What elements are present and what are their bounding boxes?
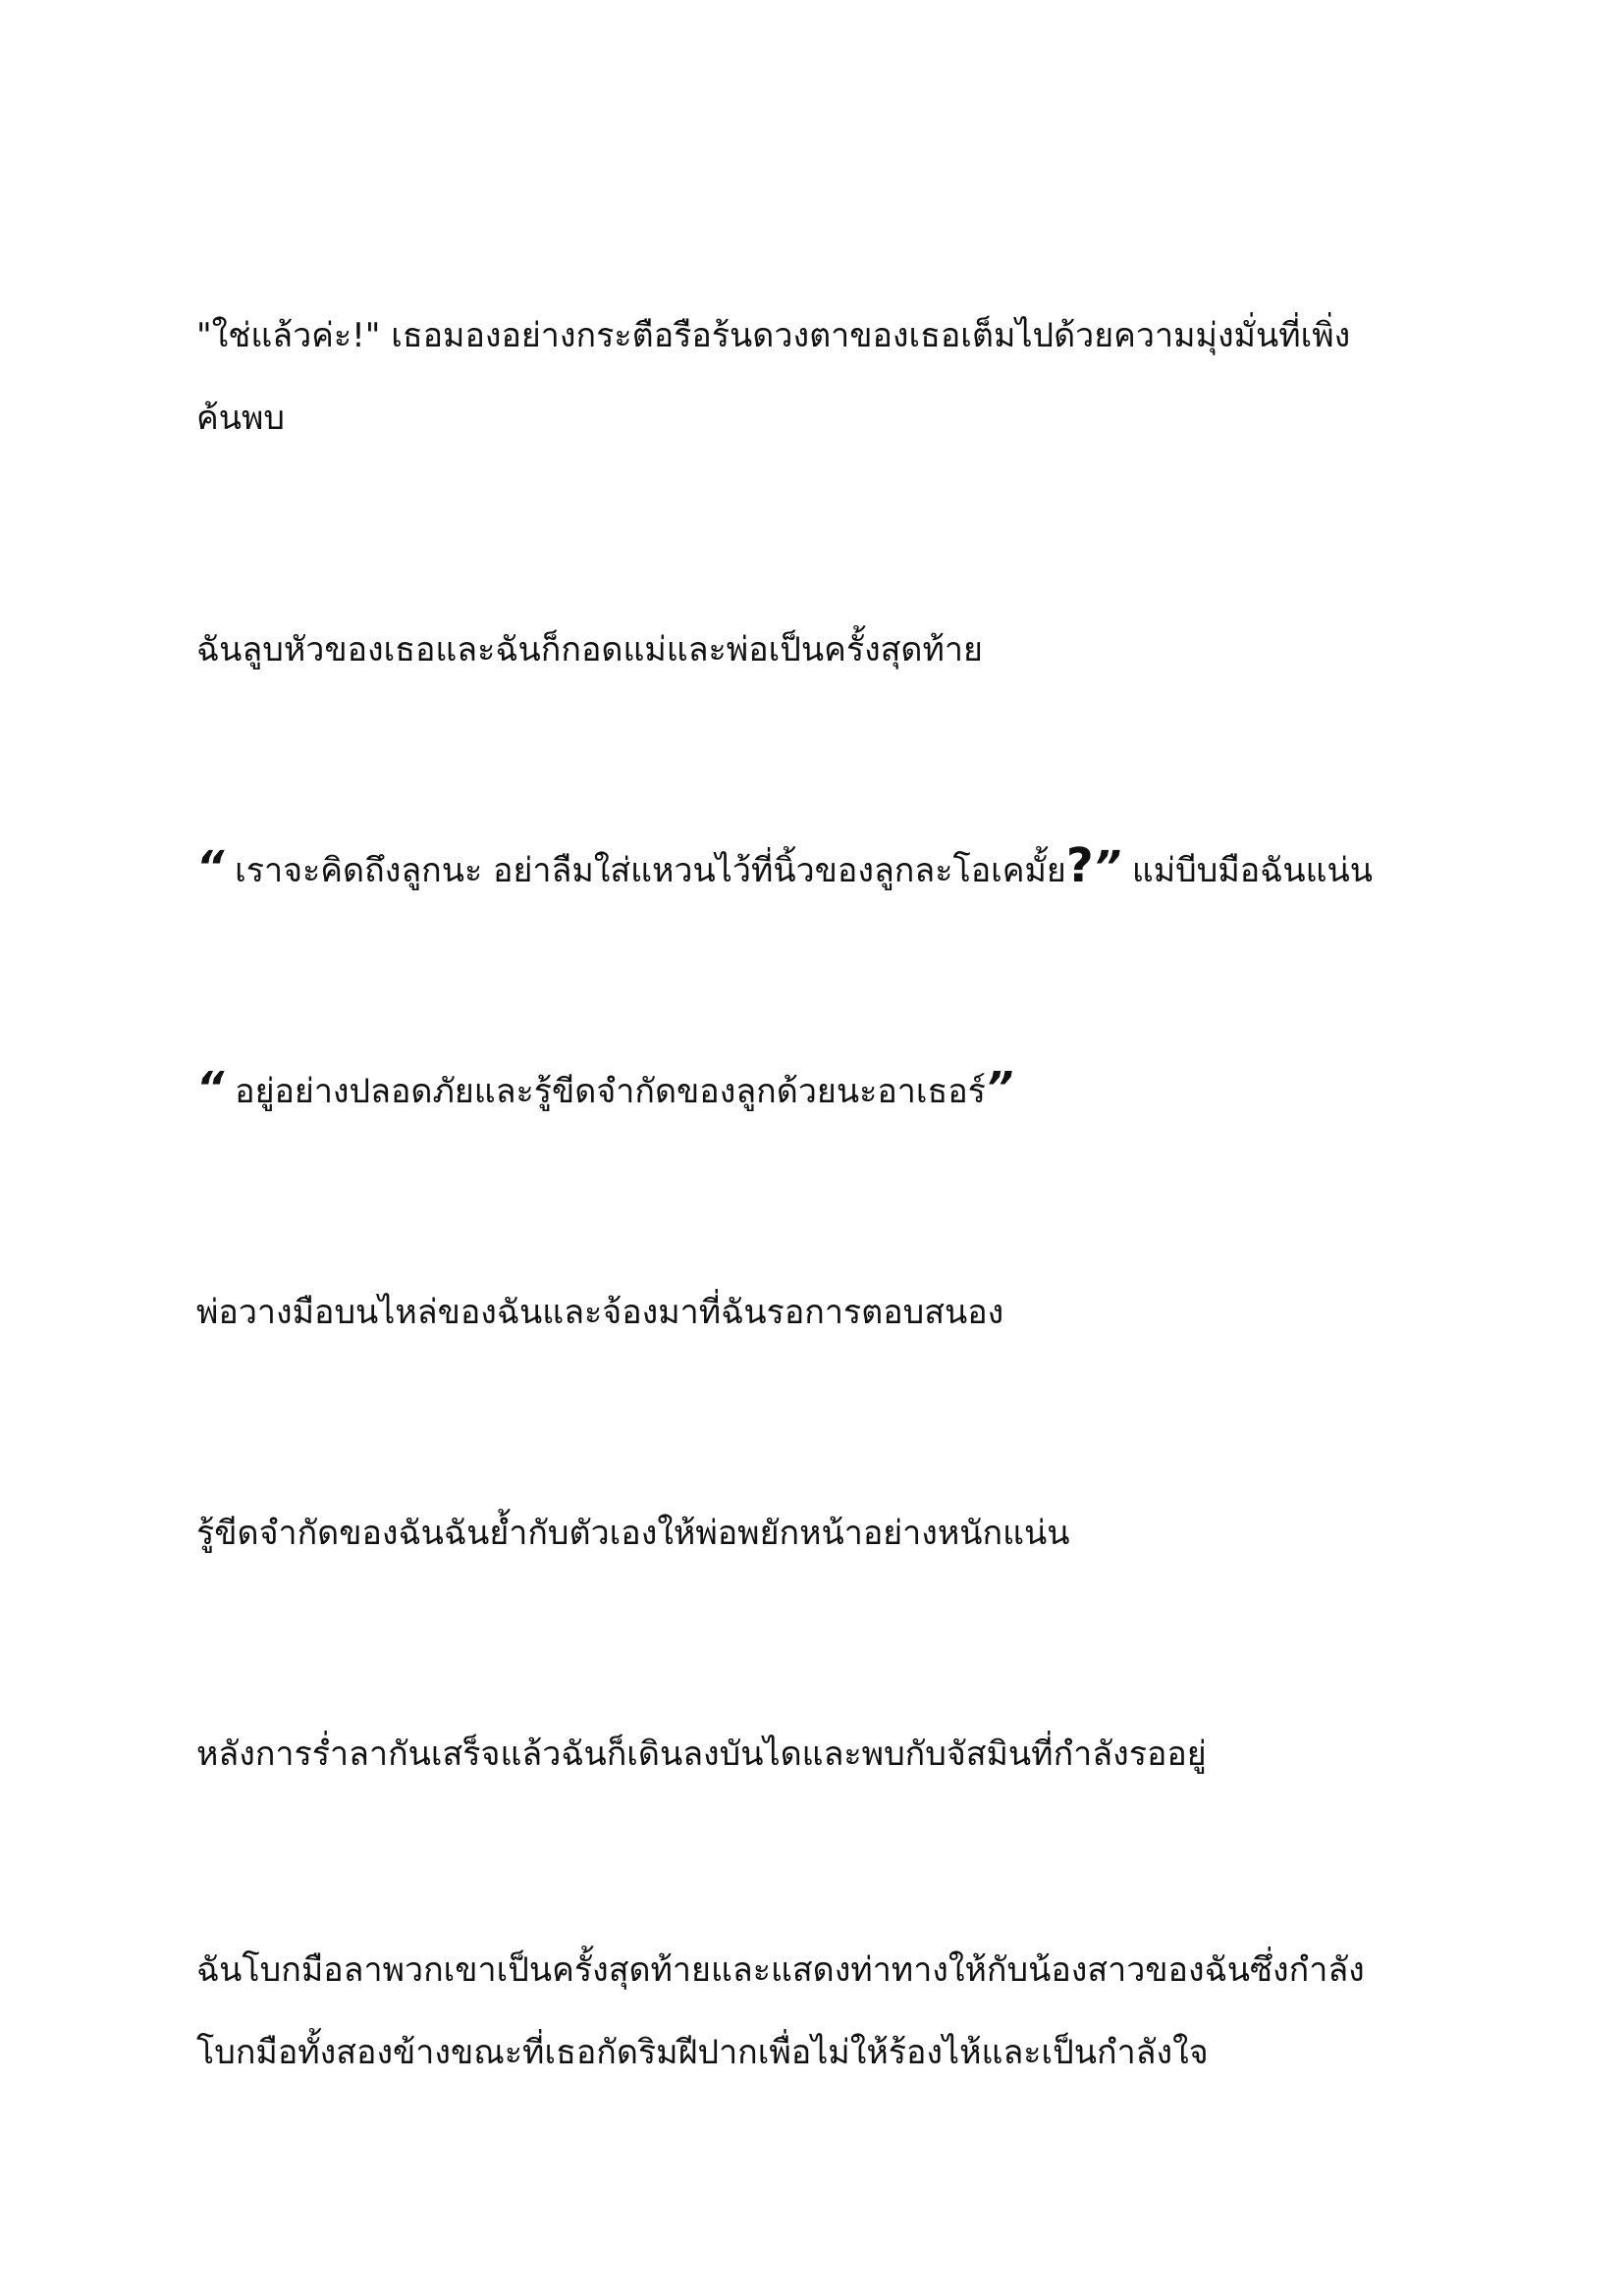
paragraph-4-dialogue — [196, 1050, 1434, 1133]
paragraph-2 — [196, 609, 1434, 691]
paragraph-line: หลังการร่ำลากันเสร็จแล้วฉันก็เดินลงบันไดและพบกับจัสมินที่กำลังรออยู่ — [196, 1735, 1207, 1774]
dialogue-text: อยู่อย่างปลอดภัยและรู้ขีดจำกัดของลูกด้วยนะอาเธอร์ — [224, 1072, 986, 1111]
paragraph-line: รู้ขีดจำกัดของฉันฉันย้ำกับตัวเองให้พ่อพยักหน้าอย่างหนักแน่น — [196, 1514, 1070, 1553]
paragraph-7 — [196, 1713, 1434, 1795]
open-quote: “ — [196, 842, 225, 892]
paragraph-line: โบกมือทั้งสองข้างขณะที่เธอกัดริมฝีปากเพื่อไม่ให้ร้องไห้และเป็นกำลังใจ — [196, 2033, 1209, 2072]
paragraph-8 — [196, 1929, 1434, 2094]
paragraph-6 — [196, 1492, 1434, 1575]
paragraph-line: ฉันโบกมือลาพวกเขาเป็นครั้งสุดท้ายและแสดงท่าทางให้กับน้องสาวของฉันซึ่งกำลัง — [196, 1950, 1365, 1990]
paragraph-5 — [196, 1271, 1434, 1354]
close-quote: ” — [1093, 842, 1122, 892]
open-quote: “ — [196, 1063, 225, 1113]
paragraph-1 — [196, 294, 1434, 459]
narration-text: แม่บีบมือฉันแน่น — [1121, 851, 1373, 890]
question-mark: ? — [1065, 838, 1094, 893]
paragraph-line — [196, 1050, 1434, 1133]
close-quote: ” — [985, 1063, 1014, 1113]
paragraph-line — [196, 829, 1434, 912]
paragraph-line: พ่อวางมือบนไหล่ของฉันและจ้องมาที่ฉันรอการตอบสนอง — [196, 1293, 1004, 1332]
paragraph-line: ฉันลูบหัวของเธอและฉันก็กอดแม่และพ่อเป็นครั้งสุดท้าย — [196, 630, 983, 669]
paragraph-line: ค้นพบ — [196, 399, 285, 438]
paragraph-3-dialogue — [196, 829, 1434, 912]
paragraph-line: "ใช่แล้วค่ะ!" เธอมองอย่างกระตือรือร้นดวงตาของเธอเต็มไปด้วยความมุ่งมั่นที่เพิ่ง — [196, 316, 1351, 355]
dialogue-text: เราจะคิดถึงลูกนะ อย่าลืมใส่แหวนไว้ที่นิ้วของลูกละโอเคมั้ย — [224, 851, 1066, 890]
